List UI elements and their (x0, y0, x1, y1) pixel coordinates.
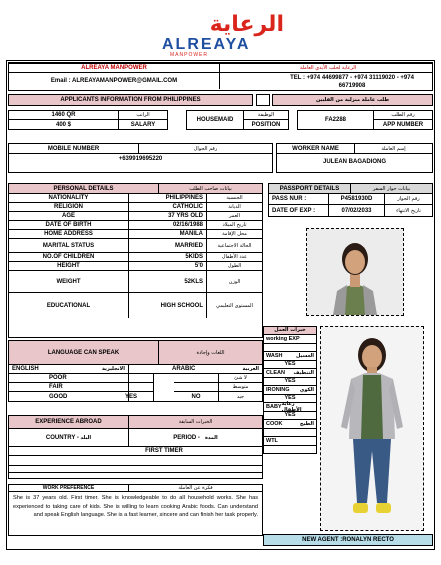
skill-label (263, 369, 317, 378)
agent-bar (263, 534, 433, 546)
skill-name-arabic: التنظيف (293, 370, 314, 376)
company-logo (160, 14, 284, 56)
work-preference-text: She is 37 years old. First timer. She is knowledgeable to do all household works. She has experienced to taking care of kids. She is willing to learn cooking Arabic foods. Can understand and speak English language. She is a fast learner, sincere and can finish her task properly. (13, 495, 258, 518)
language-arabic-mark (174, 383, 219, 392)
language-english-arabic: الانجليزية (101, 366, 125, 372)
language-english-mark (109, 383, 154, 392)
mobile-value: +639919695220 (118, 156, 163, 162)
personal-row-label: EDUCATIONAL (9, 293, 129, 318)
personal-details-title: PERSONAL DETAILS (9, 184, 159, 194)
language-level-label: POOR (9, 374, 129, 383)
skill-name-arabic: الغسيل (295, 353, 314, 359)
language-title: LANGUAGE CAN SPEAK (9, 341, 159, 365)
skill-name: IRONING (266, 387, 290, 393)
worker-label: WORKER NAME (277, 144, 355, 154)
salary-label-arabic: الراتب (119, 111, 167, 120)
skill-label (263, 386, 317, 395)
skill-name: WTL (266, 438, 278, 444)
full-body-photo (321, 327, 423, 530)
personal-row-arabic: تاريخ الميلاد (207, 221, 262, 230)
personal-row-label: WEIGHT (9, 271, 129, 293)
personal-row-arabic: الوزن (207, 271, 262, 293)
salary-amount-usd: 400 $ (9, 120, 119, 129)
skills-table (263, 326, 317, 456)
skill-value: YES (263, 361, 317, 369)
skill-name-arabic: الطبخ (299, 421, 314, 427)
personal-row-arabic: الجنسية (207, 194, 262, 203)
skill-label (263, 352, 317, 361)
applicants-title-arabic-bar (272, 94, 433, 106)
personal-details-title-arabic: بيانات صاحب الطلب (159, 184, 262, 194)
passport-details-title: PASSPORT DETAILS (269, 184, 351, 194)
personal-row-label: NO.OF CHILDREN (9, 253, 129, 262)
worker-box (276, 143, 433, 173)
personal-row-value: 52KLS (129, 271, 207, 293)
personal-details-table (8, 183, 263, 338)
personal-row-arabic: عدد الأطفال (207, 253, 262, 262)
contact-row (8, 73, 433, 91)
personal-row-arabic: محل الإقامة (207, 230, 262, 239)
language-level-arabic: متوسط (219, 383, 262, 392)
passport-number-label: PASS NUR : (269, 194, 329, 205)
mobile-label-arabic: رقم الجوال (139, 144, 272, 154)
language-table (8, 340, 263, 402)
language-level-arabic: لا شئ (219, 374, 262, 383)
language-english-label (9, 365, 129, 374)
personal-row-value: 37 YRS OLD (129, 212, 207, 221)
personal-row-arabic: العمر (207, 212, 262, 221)
experience-period-arabic: المدة (204, 434, 218, 441)
experience-title-arabic: الخبرات السابقة (129, 416, 262, 429)
applicants-title-arabic: طلب عاملة منزلية من الفلبين (315, 97, 390, 103)
position-label: POSITION (251, 121, 281, 128)
experience-country: COUNTRY - (45, 434, 79, 441)
skill-name: BABY (266, 404, 282, 410)
personal-row-arabic: الديانة (207, 203, 262, 212)
company-name-arabic: الرعاية لجلب الأيدي العاملة (299, 65, 357, 71)
language-level-label: FAIR (9, 383, 129, 392)
personal-row-arabic: الطول (207, 262, 262, 271)
personal-row-label: HOME ADDRESS (9, 230, 129, 239)
personal-row-arabic: المستوى التعليمي (216, 302, 253, 309)
work-preference-title: WORK PREFERENCE (9, 485, 129, 492)
experience-title: EXPERIENCE ABROAD (9, 416, 129, 429)
personal-row-label: MARITAL STATUS (9, 239, 129, 253)
personal-row-value: MARRIED (129, 239, 207, 253)
company-name: ALREAYA MANPOWER (81, 65, 147, 71)
skill-name-arabic: رعاية الأطفال (281, 401, 302, 413)
personal-row-value: 5'0 (129, 262, 207, 271)
portrait-photo (307, 229, 403, 315)
skill-label (263, 437, 317, 446)
skill-value: YES (263, 378, 317, 386)
work-preference-title-arabic: فكرة عن العاملة (129, 485, 262, 492)
telephone-text: TEL : +974 44699877 - +974 31119020 - +974 66719908 (290, 75, 414, 89)
app-number-label: APP NUMBER (382, 121, 424, 128)
skill-value (263, 429, 317, 437)
logo-latin-text: ALREAYA (162, 36, 251, 53)
skill-name-arabic: الكوي (299, 387, 314, 393)
skill-value (263, 446, 317, 454)
position-label-arabic: الوظيفة (244, 111, 288, 120)
agent-name: NEW AGENT :RONALYN RECTO (302, 537, 394, 543)
app-number-box (297, 110, 433, 130)
language-english-mark (109, 374, 154, 383)
experience-country-arabic: البلد (80, 434, 92, 441)
worker-name: JULEAN BAGADIONG (322, 159, 386, 165)
worker-label-arabic: إسم العاملة (355, 144, 432, 154)
personal-row-label: AGE (9, 212, 129, 221)
mobile-box (8, 143, 273, 173)
applicants-title-bar (8, 94, 253, 106)
position-box (186, 110, 289, 130)
personal-row-label: HEIGHT (9, 262, 129, 271)
personal-row-value: PHILIPPINES (129, 194, 207, 203)
language-level-arabic: جيد (236, 393, 245, 400)
skill-name: working EXP (266, 336, 300, 342)
salary-label: SALARY (130, 121, 156, 128)
skill-label (263, 420, 317, 429)
language-arabic: ARABIC (172, 366, 196, 372)
language-english-mark: YES (109, 392, 154, 401)
passport-expiry-label: DATE OF EXP : (269, 205, 329, 216)
portrait-photo-frame (306, 228, 404, 316)
position-value: HOUSEMAID (187, 111, 244, 129)
passport-details-table (268, 183, 433, 217)
passport-details-title-arabic: بيانات جواز السفر (351, 184, 432, 194)
skill-name: WASH (266, 353, 283, 359)
skill-name: CLEAN (266, 370, 285, 376)
skill-label (263, 335, 317, 344)
full-body-photo-frame (320, 326, 424, 531)
applicants-title: APPLICANTS INFORMATION FROM PHILIPPINES (60, 97, 201, 103)
experience-first-timer: FIRST TIMER (9, 447, 262, 456)
language-title-arabic: اللغات وإجادة (159, 341, 262, 365)
passport-expiry-value: 07/02/2033 (329, 205, 385, 216)
passport-number-arabic: رقم الجواز (385, 194, 432, 205)
language-english: ENGLISH (12, 366, 39, 372)
experience-period-cell (129, 429, 262, 447)
logo-arabic-text: الرعاية (209, 12, 284, 37)
salary-box (8, 110, 168, 130)
logo-sub-text: MANPOWER (170, 52, 208, 58)
personal-row-label: NATIONALITY (9, 194, 129, 203)
language-arabic-label (129, 365, 262, 374)
experience-country-cell (9, 429, 129, 447)
personal-row-arabic: الحالة الاجتماعية (207, 239, 262, 253)
skill-value (263, 344, 317, 352)
skill-value: YES (263, 412, 317, 420)
app-number-label-arabic: رقم الطلب (374, 111, 432, 120)
personal-row-value: CATHOLIC (129, 203, 207, 212)
salary-amount-qr: 1460 QR (9, 111, 119, 120)
email-text: Email : ALREAYAMANPOWER@GMAIL.COM (50, 78, 178, 84)
skill-label (263, 403, 317, 412)
language-arabic-mark (174, 374, 219, 383)
personal-row-label: RELIGION (9, 203, 129, 212)
skills-title-arabic: خبرات العمل (263, 326, 317, 335)
personal-row-label: DATE OF BIRTH (9, 221, 129, 230)
work-preference-box (8, 484, 263, 536)
personal-row-value: 02/16/1988 (129, 221, 207, 230)
experience-period: PERIOD - (173, 434, 200, 441)
passport-number-value: P4581930D (329, 194, 385, 205)
skill-name: COOK (266, 421, 283, 427)
language-arabic-mark: NO (174, 392, 219, 401)
app-number-value: FA2288 (298, 111, 374, 129)
personal-row-value: 5KIDS (129, 253, 207, 262)
company-header (8, 62, 433, 73)
personal-row-value: MANILA (129, 230, 207, 239)
mobile-label: MOBILE NUMBER (9, 144, 139, 154)
passport-expiry-arabic: تاريخ الانتهاء (396, 207, 421, 214)
language-arabic-arabic: العربية (242, 366, 259, 372)
language-level-label: GOOD (9, 392, 129, 401)
skill-value: YES (263, 395, 317, 403)
experience-table (8, 415, 263, 479)
applicants-title-spacer (256, 94, 270, 106)
personal-row-value: HIGH SCHOOL (129, 293, 207, 318)
